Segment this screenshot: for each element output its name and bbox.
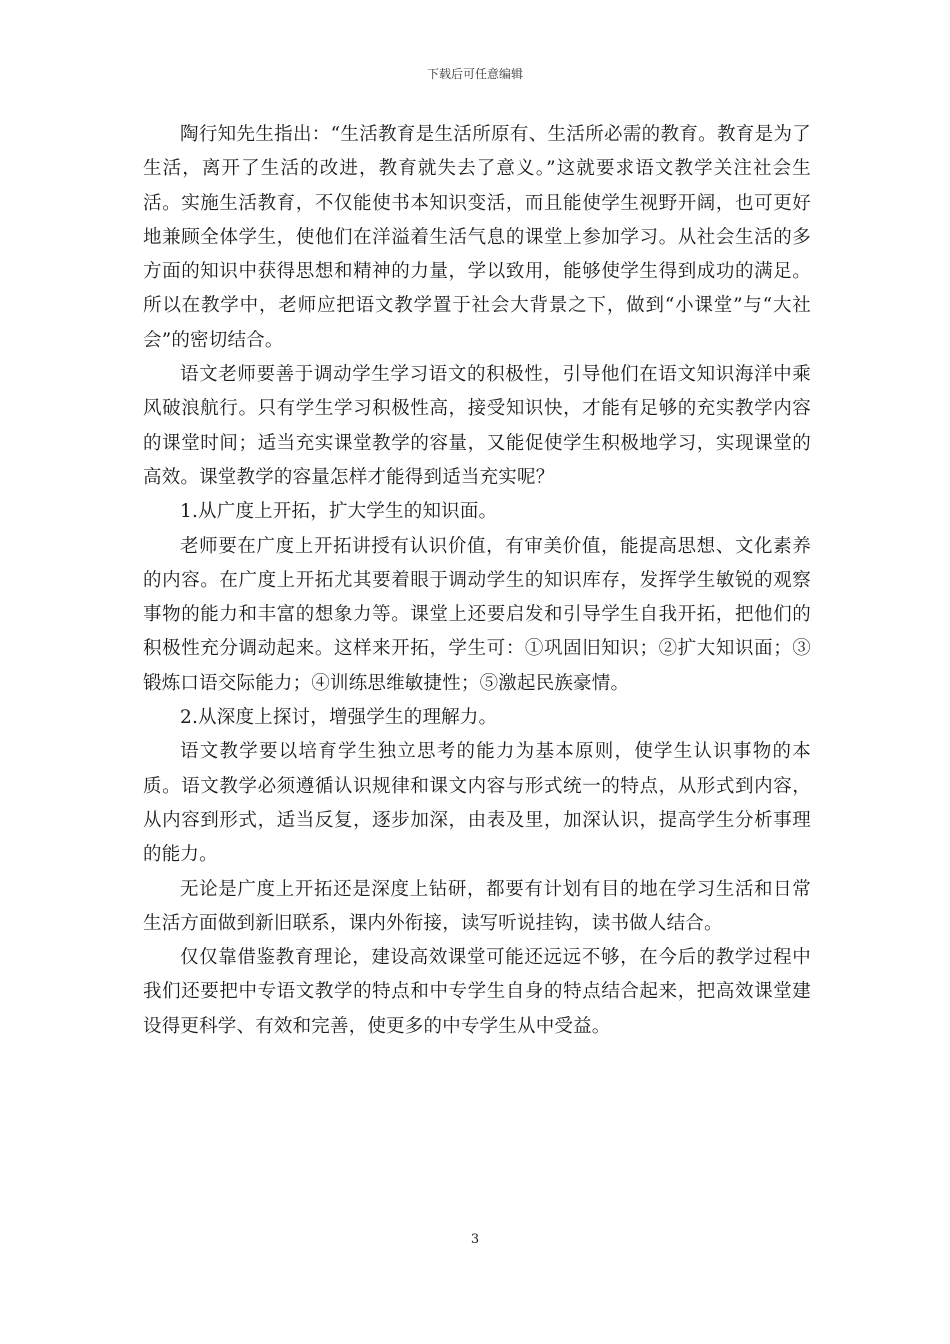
paragraph-motivation: 语文老师要善于调动学生学习语文的积极性，引导他们在语文知识海洋中乘风破浪航行。只有学生学习积极性高，接受知识快，才能有足够的充实教学内容的课堂时间；适当充实课堂教学的容量，又能促使学生积极地学习，实现课堂的高效。课堂教学的容量怎样才能得到适当充实呢？ [143,364,811,488]
paragraph-tao-xingzhi-quote: 陶行知先生指出：“生活教育是生活所原有、生活所必需的教育。教育是为了生活，离开了生活的改进，教育就失去了意义。”这就要求语文教学关注社会生活。实施生活教育，不仅能使书本知识变活，而且能使学生视野开阔，也可更好地兼顾全体学生，使他们在洋溢着生活气息的课堂上参加学习。从社会生活的多方面的知识中获得思想和精神的力量，学以致用，能够使学生得到成功的满足。所以在教学中，老师应把语文教学置于社会大背景之下，做到“小课堂”与“大社会”的密切结合。 [143,124,811,351]
heading-breadth: 1.从广度上开拓，扩大学生的知识面。 [180,501,498,523]
document-body [143,118,811,1044]
paragraph-depth: 语文教学要以培育学生独立思考的能力为基本原则，使学生认识事物的本质。语文教学必须遵循认识规律和课文内容与形式统一的特点，从形式到内容，从内容到形式，适当反复，逐步加深，由表及里，加深认识，提高学生分析事理的能力。 [143,741,811,866]
paragraph-conclusion: 仅仅靠借鉴教育理论，建设高效课堂可能还远远不够，在今后的教学过程中我们还要把中专语文教学的特点和中专学生自身的特点结合起来，把高效课堂建设得更科学、有效和完善，使更多的中专学生从中受益。 [143,947,811,1037]
page-header: 下载后可任意编辑 [426,67,523,81]
paragraph-breadth: 老师要在广度上开拓讲授有认识价值，有审美价值，能提高思想、文化素养的内容。在广度上开拓尤其要着眼于调动学生的知识库存，发挥学生敏锐的观察事物的能力和丰富的想象力等。课堂上还要启发和引导学生自我开拓，把他们的积极性充分调动起来。这样来开拓，学生可：①巩固旧知识；②扩大知识面；③锻炼口语交际能力；④训练思维敏捷性；⑤激起民族豪情。 [143,535,811,694]
page-number: 3 [470,1232,480,1247]
heading-depth: 2.从深度上探讨，增强学生的理解力。 [180,707,498,729]
paragraph-breadth-and-depth: 无论是广度上开拓还是深度上钻研，都要有计划有目的地在学习生活和日常生活方面做到新旧联系，课内外衔接，读写听说挂钩，读书做人结合。 [143,878,811,934]
